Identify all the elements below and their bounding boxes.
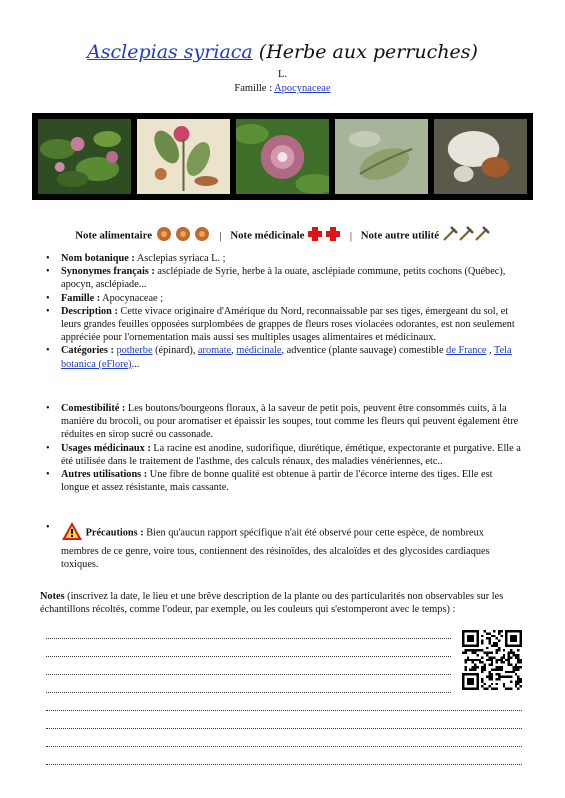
item-text: Apocynaceae ; — [100, 292, 164, 304]
note-line[interactable] — [46, 736, 522, 747]
info-list — [38, 252, 523, 371]
item-text: Les boutons/bourgeons floraux, à la saveur de petit pois, peuvent être consommés cuits, à la manière du brocoli, ou pour aromatiser et épaissir les soupes, tout comme les fleurs qui peuvent également être réduites en sirop sucré ou cassonade. — [61, 403, 519, 441]
note-line[interactable] — [46, 664, 451, 675]
list-item — [38, 402, 523, 442]
ratings-row — [0, 226, 565, 246]
category-link-aromate[interactable]: aromate — [197, 345, 232, 357]
note-line[interactable] — [46, 718, 522, 729]
photo-flower-cluster[interactable] — [236, 119, 329, 194]
precautions-list — [38, 521, 523, 572]
note-line[interactable] — [46, 628, 451, 639]
notes-section — [40, 590, 530, 616]
precautions-text: Bien qu'aucun rapport spécifique n'ait été observé pour cette espèce, de nombreux membres de ce genre, voire tous, contiennent des résinoïdes, des alcaloïdes et des glycosides cardiaques toxiques. — [61, 527, 490, 571]
photo-open-seed-pod[interactable] — [434, 119, 527, 194]
item-text: La racine est anodine, sudorifique, diurétique, émétique, expectorante et purgative. Elle a été utilisée dans le traitement de l'asthme, des calculs rénaux, des maladies vénériennes, etc.. — [61, 442, 521, 467]
category-text: ... — [131, 358, 140, 370]
category-link-potherbe[interactable]: potherbe — [116, 345, 153, 357]
item-label: Famille : — [61, 292, 101, 304]
precautions-label: Précautions : — [85, 527, 144, 539]
category-link-tela-botanica[interactable]: Tela botanica (eFlore) — [61, 345, 512, 370]
photo-botanical-plate[interactable] — [137, 119, 230, 194]
title-link[interactable]: Asclepias syriaca — [87, 41, 253, 63]
uses-list — [38, 402, 523, 494]
photo-gallery — [32, 113, 533, 200]
category-link-france[interactable]: de France — [446, 345, 487, 357]
item-label: Synonymes français : — [61, 266, 155, 278]
page-title — [0, 40, 565, 64]
red-cross-icon — [307, 226, 341, 246]
item-label: Autres utilisations : — [61, 469, 148, 481]
category-text: , — [231, 345, 237, 357]
item-label: Usages médicinaux : — [61, 442, 151, 454]
medicinal-rating-label: Note médicinale — [230, 229, 305, 242]
author-abbrev: L. — [277, 69, 288, 80]
category-link-medicinale[interactable]: médicinale — [236, 345, 282, 357]
notes-instructions: (inscrivez la date, le lieu et une brêve description de la plante ou des particularités non observables sur les échantillons récoltés, comme l'odeur, par exemple, ou les couleurs qui s'estomperont avec le temps) : — [40, 591, 504, 616]
note-line[interactable] — [46, 754, 522, 765]
tools-icon — [442, 226, 490, 246]
note-line[interactable] — [46, 682, 451, 693]
category-text: (épinard), — [152, 345, 198, 357]
categories-item — [38, 344, 523, 370]
item-text: Une fibre de bonne qualité est obtenue à partir de l'écorce interne des tiges. Elle est longue et assez résistante, mais cassante. — [61, 469, 493, 494]
list-item — [38, 442, 523, 468]
category-text: , adventice (plante sauvage) comestible — [281, 345, 447, 357]
list-item — [38, 468, 523, 494]
title-common-name: (Herbe aux perruches) — [252, 41, 478, 63]
item-text: asclépiade de Syrie, herbe à la ouate, asclépiade commune, petits cochons (Québec), apocyn, asclépiade... — [61, 266, 506, 291]
photo-seed-pod[interactable] — [335, 119, 428, 194]
flower-rating-icon — [155, 226, 211, 246]
precautions-item — [38, 521, 523, 572]
family-label: Famille : — [234, 83, 275, 94]
item-text: Asclepias syriaca L. ; — [134, 253, 226, 264]
list-item — [38, 292, 523, 305]
other-rating-label: Note autre utilité — [360, 229, 440, 242]
family-link[interactable]: Apocynaceae — [274, 83, 331, 94]
note-line[interactable] — [46, 646, 451, 657]
category-text: , — [486, 345, 495, 357]
list-item — [38, 252, 523, 265]
rating-separator: | — [349, 229, 352, 242]
rating-separator: | — [219, 229, 222, 242]
family-line — [0, 82, 565, 95]
notes-label: Notes — [40, 591, 65, 602]
note-line[interactable] — [46, 700, 522, 711]
item-text: Cette vivace originaire d'Amérique du Nord, reconnaissable par ses tiges, émergeant du sol, et leurs grandes feuilles opposées surplombées de grappes de fleurs roses violacées odorantes, est non seulement appréciée pour l'ornementation mais aussi ses multiples usages alimentaires et médicinaux. — [61, 305, 515, 344]
categories-label: Catégories : — [61, 345, 114, 357]
list-item — [38, 265, 523, 291]
item-label: Description : — [61, 305, 118, 317]
qr-code[interactable] — [462, 630, 522, 690]
list-item — [38, 305, 523, 345]
item-label: Nom botanique : — [61, 253, 135, 264]
item-label: Comestibilité : — [61, 403, 126, 414]
food-rating-label: Note alimentaire — [75, 229, 153, 242]
photo-plant[interactable] — [38, 119, 131, 194]
warning-icon — [61, 521, 83, 545]
